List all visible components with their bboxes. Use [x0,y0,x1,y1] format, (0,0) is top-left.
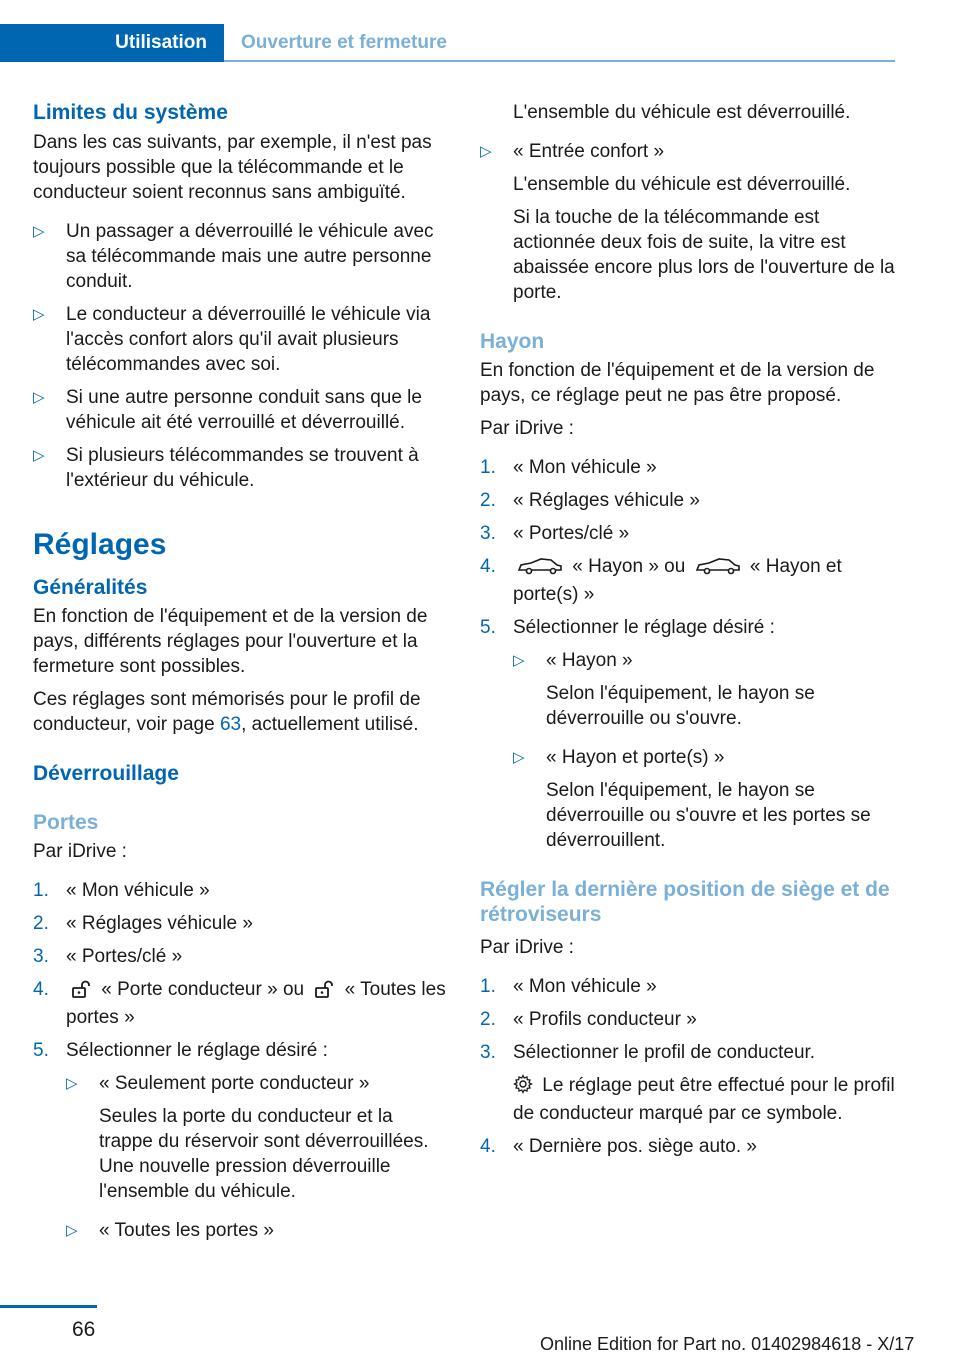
comfort-text-1: L'ensemble du véhicule est déverrouillé. [513,174,851,195]
list-item: 4. « Porte conducteur » ou « Toutes les portes » [33,979,446,1028]
bullet-icon: ▷ [513,749,525,766]
tailgate-title: Hayon [480,330,545,353]
header-tabs [0,24,895,62]
general-paragraph-2: Ces réglages sont mémorisés pour le profil de conducteur, voir page 63, actuellement utilisé. [33,689,421,735]
car-tailgate-icon [517,557,563,582]
list-item: ▷ Si plusieurs télécommandes se trouvent à l'extérieur du véhicule. [33,445,419,491]
footer-divider [0,1305,97,1308]
bullet-icon: ▷ [480,143,492,160]
unlock-title: Déverrouillage [33,762,179,785]
tailgate-paragraph: En fonction de l'équipement et de la version de pays, ce réglage peut ne pas être proposé. [480,360,875,406]
option-description: Selon l'équipement, le hayon se déverrouille ou s'ouvre. [546,683,815,729]
list-item: ▷ « Hayon » [513,650,633,671]
limits-title: Limites du système [33,101,228,124]
list-item: ▷ « Toutes les portes » [66,1220,274,1241]
page-link[interactable]: 63 [219,714,242,735]
list-item: ▷ Le conducteur a déverrouillé le véhicule via l'accès confort alors qu'il avait plusieurs télécommandes avec soi. [33,304,431,375]
list-item: 5. Sélectionner le réglage désiré : [33,1040,328,1061]
tab-divider [224,60,895,62]
settings-title: Réglages [33,528,167,561]
seat-title: Régler la dernière position de siège et de rétroviseurs [480,878,890,926]
list-item: 5. Sélectionner le réglage désiré : [480,617,775,638]
tailgate-intro: Par iDrive : [480,418,574,439]
page-number: 66 [72,1318,96,1341]
continued-text: L'ensemble du véhicule est déverrouillé. [513,102,851,123]
list-item: 4. « Dernière pos. siège auto. » [480,1136,757,1157]
bullet-icon: ▷ [66,1222,78,1239]
list-item: 2. « Réglages véhicule » [480,490,700,511]
list-item: 3. « Portes/clé » [33,946,183,967]
list-item: 1. « Mon véhicule » [480,457,657,478]
tab-ouverture-fermeture[interactable]: Ouverture et fermeture [241,32,447,53]
comfort-text-2: Si la touche de la télécommande est actionnée deux fois de suite, la vitre est abaissée encore plus lors de l'ouverture de la porte. [513,207,895,303]
unlock-door-icon [70,980,92,1005]
list-item: ▷ « Seulement porte conducteur » [66,1073,370,1094]
left-column [33,100,449,1243]
option-description: Seules la porte du conducteur et la trappe du réservoir sont déverrouillées. Une nouvelle pression déverrouille l'ensemble du véhicule. [99,1106,429,1202]
bullet-icon: ▷ [33,306,45,323]
list-item: 2. « Profils conducteur » [480,1009,697,1030]
gear-icon [513,1074,533,1101]
general-title: Généralités [33,576,148,599]
bullet-icon: ▷ [513,652,525,669]
list-item: 2. « Réglages véhicule » [33,913,253,934]
list-item: ▷ Un passager a déverrouillé le véhicule avec sa télécommande mais une autre personne conduit. [33,221,434,292]
list-item: ▷ « Entrée confort » [480,141,665,162]
list-item: ▷ Si une autre personne conduit sans que le véhicule ait été verrouillé et déverrouillé. [33,387,422,433]
bullet-icon: ▷ [66,1075,78,1092]
car-tailgate-icon [695,557,741,582]
list-item: 3. « Portes/clé » [480,523,630,544]
tab-utilisation[interactable]: Utilisation [0,24,224,62]
list-item: 1. « Mon véhicule » [480,976,657,997]
list-item: 3. Sélectionner le profil de conducteur. [480,1042,816,1063]
list-item: 4. « Hayon » ou « Hayon et porte(s) » [480,556,842,605]
doors-intro: Par iDrive : [33,841,127,862]
option-description: Selon l'équipement, le hayon se déverrouille ou s'ouvre et les portes se déverrouillent. [546,780,871,851]
right-column [480,100,896,1159]
seat-intro: Par iDrive : [480,937,574,958]
list-item: ▷ « Hayon et porte(s) » [513,747,725,768]
general-paragraph-1: En fonction de l'équipement et de la version de pays, différents réglages pour l'ouverture et la fermeture sont possibles. [33,606,428,677]
doors-title: Portes [33,811,99,834]
bullet-icon: ▷ [33,223,45,240]
bullet-icon: ▷ [33,447,45,464]
limits-intro: Dans les cas suivants, par exemple, il n'est pas toujours possible que la télécommande et le conducteur soient reconnus sans ambiguïté. [33,132,432,203]
edition-note: Online Edition for Part no. 01402984618 - X/17 [540,1334,915,1354]
list-item: 1. « Mon véhicule » [33,880,210,901]
unlock-door-icon [313,980,335,1005]
profile-note: Le réglage peut être effectué pour le profil de conducteur marqué par ce symbole. [513,1075,895,1124]
bullet-icon: ▷ [33,389,45,406]
